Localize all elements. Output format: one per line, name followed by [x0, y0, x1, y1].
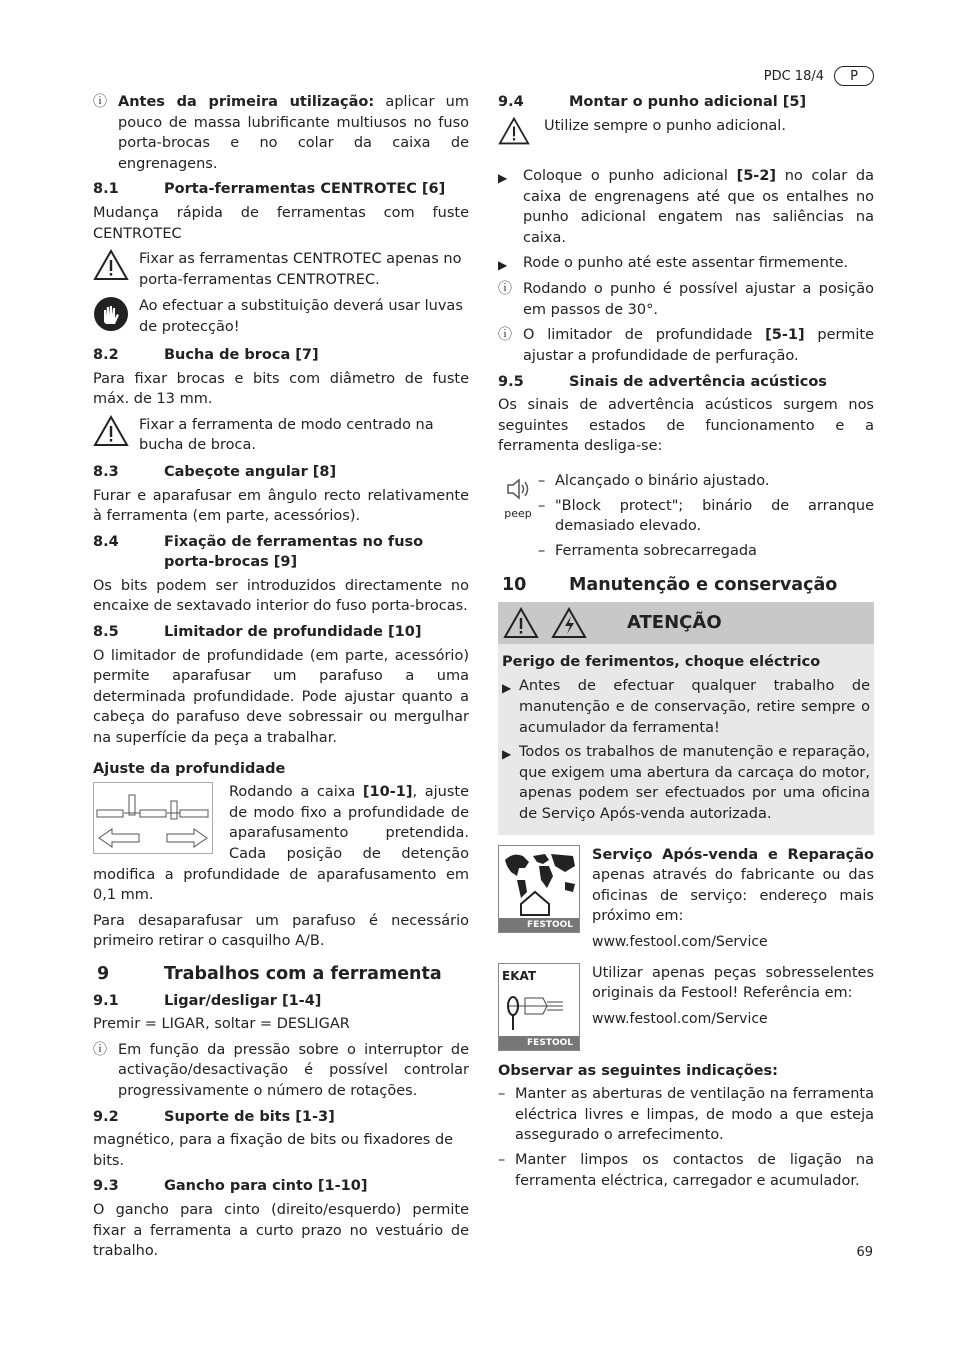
arrow-bullet-icon: ▶: [498, 257, 508, 272]
depth-adjust-block: Rodando a caixa [10-1], ajuste de modo fixo a profundidade de aparafusamento pretendida. Cada posição de detenção modifica a profundidade de aparafusamento em 0,1 mm.: [93, 784, 469, 904]
paragraph: O limitador de profundidade (em parte, acessório) permite aparafusar um parafuso a uma determinada profundidade. Pode ajustar quanto a cabeça do parafuso deve sobressair ou mergulhar na superfície da peça a trabalhar.: [93, 647, 469, 747]
warning-triangle-icon: [503, 607, 539, 639]
language-badge: P: [834, 66, 874, 86]
warning-note: Fixar a ferramenta de modo centrado na bucha de broca.: [93, 415, 469, 456]
paragraph: Os sinais de advertência acústicos surgem nos seguintes estados de funcionamento e a ferramenta desliga-se:: [498, 397, 874, 455]
subheading: Observar as seguintes indicações:: [498, 1062, 778, 1079]
section-heading: 8.4 Fixação de ferramentas no fuso porta-brocas [9]: [93, 533, 424, 571]
electric-shock-icon: [551, 607, 587, 639]
warning-triangle-icon: [93, 249, 139, 290]
list-item: – Manter limpos os contactos de ligação na ferramenta eléctrica, carregador e acumulador.: [498, 1151, 874, 1189]
warning-triangle-icon: [498, 116, 544, 153]
arrow-bullet-icon: ▶: [498, 171, 508, 186]
arrow-bullet-icon: ▶: [502, 747, 512, 762]
speaker-icon: peep: [498, 471, 538, 565]
info-icon: ⓘ: [93, 1041, 107, 1058]
list-item: – Alcançado o binário ajustado.: [538, 472, 770, 489]
paragraph: magnético, para a fixação de bits ou fixadores de bits.: [93, 1132, 454, 1169]
attention-bar: [498, 602, 874, 644]
section-heading: 9.2 Suporte de bits [1-3]: [93, 1108, 335, 1125]
chapter-heading: 10 Manutenção e conservação: [502, 575, 838, 596]
paragraph: Premir = LIGAR, soltar = DESLIGAR: [93, 1016, 350, 1033]
paragraph: Para desaparafusar um parafuso é necessário primeiro retirar o casquilho A/B.: [93, 912, 469, 950]
section-heading: 9.3 Gancho para cinto [1-10]: [93, 1178, 368, 1195]
gloves-icon: [93, 296, 139, 339]
attention-box: [498, 602, 874, 835]
danger-title: Perigo de ferimentos, choque eléctrico: [502, 653, 821, 670]
info-note: ⓘ Em função da pressão sobre o interruptor de activação/desactivação é possível controlar progressivamente o número de rotações.: [93, 1040, 469, 1102]
paragraph: Os bits podem ser introduzidos directamente no encaixe de sextavado interior do fuso porta-brocas.: [93, 577, 469, 615]
warning-note: Fixar as ferramentas CENTROTEC apenas no porta-ferramentas CENTROTREC.: [93, 249, 469, 290]
section-heading: 9.1 Ligar/desligar [1-4]: [93, 992, 322, 1009]
subheading: Ajuste da profundidade: [93, 760, 286, 777]
info-icon: ⓘ: [498, 327, 512, 344]
paragraph: Para fixar brocas e bits com diâmetro de fuste máx. de 13 mm.: [93, 370, 469, 408]
info-note: ⓘ Rodando o punho é possível ajustar a posição em passos de 30°.: [498, 279, 874, 320]
chapter-heading: 9 Trabalhos com a ferramenta: [97, 963, 442, 984]
instruction-step: ▶ Coloque o punho adicional [5-2] no colar da caixa de engrenagens até que os entalhes no punho adicional engatem nas saliências na caixa.: [498, 166, 874, 248]
left-column: [93, 92, 469, 1267]
paragraph: Mudança rápida de ferramentas com fuste CENTROTEC: [93, 204, 469, 242]
service-link[interactable]: www.festool.com/Service: [592, 934, 768, 950]
page-header: [764, 66, 874, 86]
ekat-icon: EKAT FESTOOL: [498, 963, 580, 1051]
page-number: 69: [856, 1245, 873, 1260]
section-heading: 8.2 Bucha de broca [7]: [93, 346, 319, 363]
world-map-service-icon: FESTOOL: [498, 845, 580, 933]
arrow-bullet-icon: ▶: [502, 681, 512, 696]
section-heading: 8.3 Cabeçote angular [8]: [93, 463, 337, 480]
paragraph: O gancho para cinto (direito/esquerdo) permite fixar a ferramenta a curto prazo no vestuário de trabalho.: [93, 1201, 469, 1260]
list-item: ▶ Todos os trabalhos de manutenção e reparação, que exigem uma abertura da carcaça do motor, apenas podem ser efectuados por uma oficina de Serviço Após-venda autorizada.: [502, 742, 870, 824]
model-name: PDC 18/4: [763, 68, 824, 84]
info-icon: ⓘ: [498, 281, 512, 298]
attention-title: ATENÇÃO: [627, 611, 722, 633]
info-note: ⓘ Antes da primeira utilização: aplicar um pouco de massa lubrificante multiusos no fuso porta-brocas e no colar da caixa de engrenagens.: [93, 92, 469, 174]
section-heading: 8.5 Limitador de profundidade [10]: [93, 624, 422, 641]
info-note: ⓘ O limitador de profundidade [5-1] permite ajustar a profundidade de perfuração.: [498, 325, 874, 366]
list-item: – Ferramenta sobrecarregada: [538, 542, 757, 559]
warning-note: Utilize sempre o punho adicional.: [498, 116, 874, 153]
parts-link[interactable]: www.festool.com/Service: [592, 1010, 768, 1027]
instruction-step: ▶ Rode o punho até este assentar firmemente.: [498, 253, 874, 276]
paragraph: Furar e aparafusar em ângulo recto relativamente à ferramenta (em parte, acessórios).: [93, 487, 469, 525]
info-icon: ⓘ: [93, 94, 107, 110]
right-column: [498, 92, 874, 1195]
list-item: – "Block protect"; binário de arranque demasiado elevado.: [538, 497, 874, 535]
depth-stop-illustration: [93, 782, 213, 854]
list-item: – Manter as aberturas de ventilação na ferramenta eléctrica livres e limpas, de modo a que esteja assegurado o arrefecimento.: [498, 1086, 874, 1144]
warning-triangle-icon: [93, 415, 139, 456]
section-heading: 9.4 Montar o punho adicional [5]: [498, 94, 807, 110]
glove-note: Ao efectuar a substituição deverá usar luvas de protecção!: [93, 296, 469, 339]
service-block: FESTOOL Serviço Após-venda e Reparação apenas através do fabricante ou das oficinas de serviço: endereço mais próximo em: www.festool.com/Service: [498, 845, 874, 953]
section-heading: 9.5 Sinais de advertência acústicos: [498, 373, 827, 390]
list-item: ▶ Antes de efectuar qualquer trabalho de manutenção e de conservação, retire sempre o acumulador da ferramenta!: [502, 676, 870, 738]
acoustic-signals: [498, 471, 874, 565]
spare-parts-block: EKAT FESTOOL Utilizar apenas peças sobresselentes originais da Festool! Referência em: www.festool.com/Service: [498, 963, 874, 1051]
section-heading: 8.1 Porta-ferramentas CENTROTEC [6]: [93, 181, 446, 198]
